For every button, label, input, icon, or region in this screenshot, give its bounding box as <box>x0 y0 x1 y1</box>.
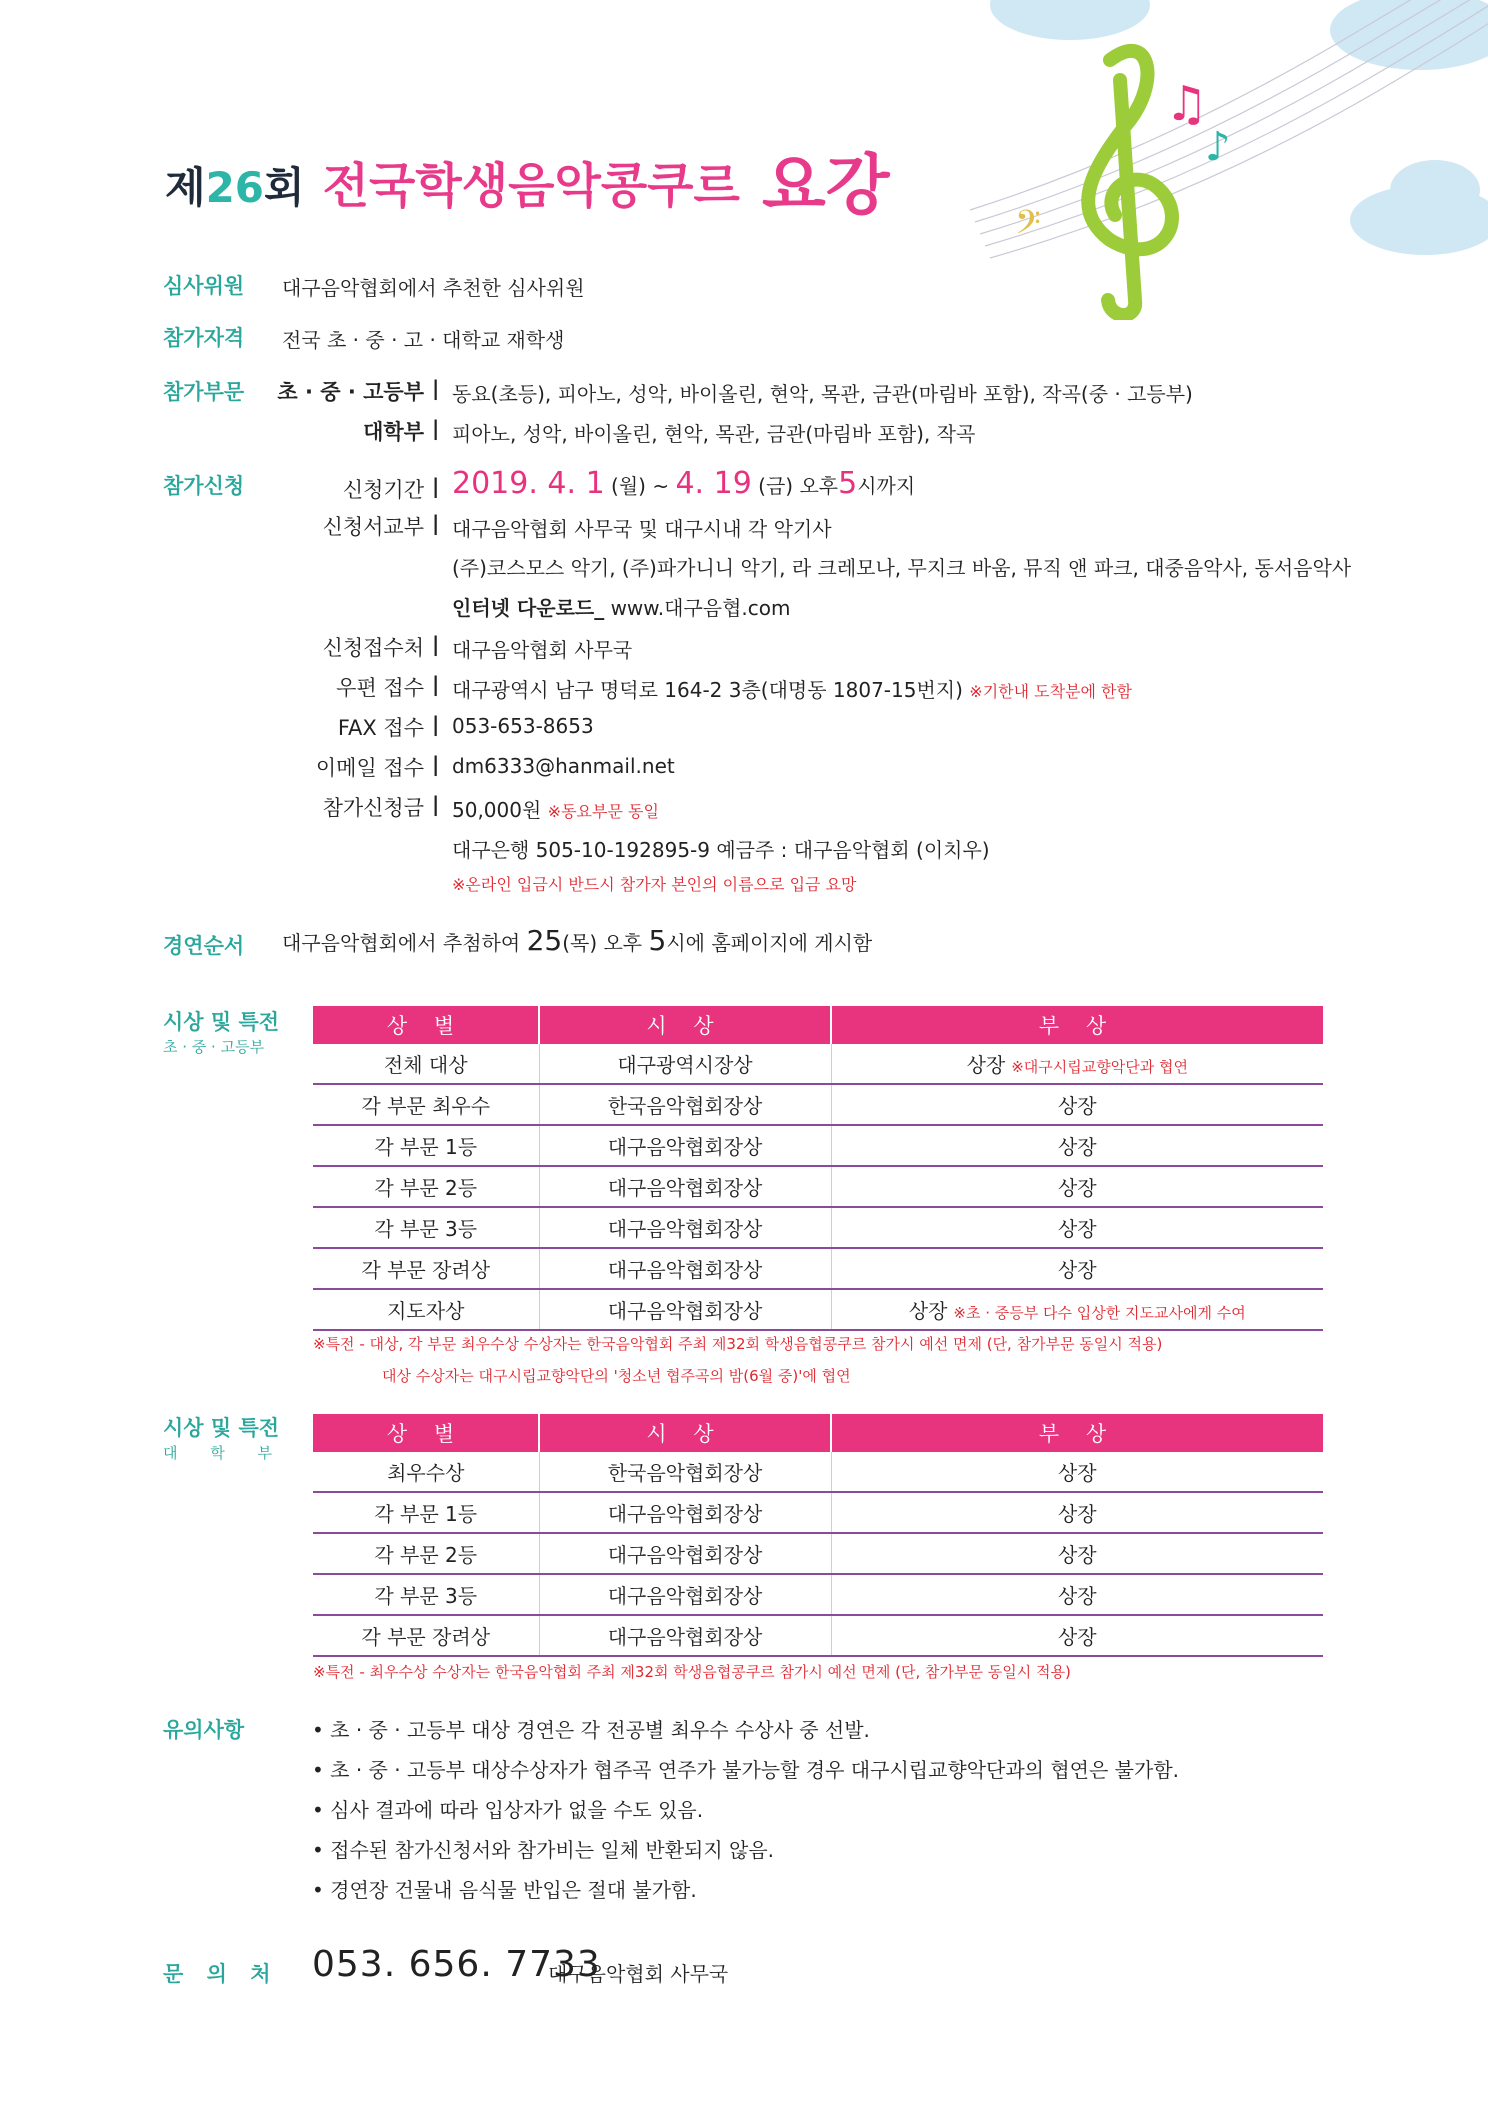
table-row <box>313 1492 1323 1533</box>
award-cell: 각 부문 장려상 <box>313 1248 539 1289</box>
prize-cell: 상장 <box>831 1084 1323 1125</box>
music-note-icon: ♫ <box>1165 76 1209 132</box>
music-staff-illustration <box>960 0 1488 320</box>
by-cell: 대구음악협회장상 <box>539 1248 831 1289</box>
prize-cell <box>831 1044 1323 1084</box>
mail-key: 우편 접수 <box>336 676 424 700</box>
table-row <box>313 1084 1323 1125</box>
divider: | <box>432 511 440 535</box>
prize-cell <box>831 1289 1323 1330</box>
judges-label: 심사위원 <box>163 274 245 298</box>
awards-school-label: 시상 및 특전 <box>163 1010 280 1034</box>
title-prefix: 제 <box>165 163 206 212</box>
award-cell: 각 부문 3등 <box>313 1207 539 1248</box>
table-row <box>313 1248 1323 1289</box>
awards-univ-label: 시상 및 특전 <box>163 1416 280 1440</box>
header-prize: 부 상 <box>831 1006 1323 1044</box>
header-award: 상 별 <box>313 1414 539 1452</box>
title-suffix: 회 <box>264 163 305 212</box>
table-row <box>313 1289 1323 1330</box>
by-cell: 대구음악협회장상 <box>539 1615 831 1656</box>
judges-text: 대구음악협회에서 추천한 심사위원 <box>282 276 585 300</box>
order-label: 경연순서 <box>163 934 245 958</box>
prize-cell: 상장 <box>831 1248 1323 1289</box>
divider: | <box>432 712 440 736</box>
divisions-univ-text: 피아노, 성악, 바이올린, 현악, 목관, 금관(마림바 포함), 작곡 <box>452 422 976 446</box>
award-cell: 지도자상 <box>313 1289 539 1330</box>
divider: | <box>432 792 440 816</box>
fax-key: FAX 접수 <box>337 716 424 740</box>
award-cell: 각 부문 3등 <box>313 1574 539 1615</box>
treble-clef-icon <box>1088 51 1172 315</box>
period-end-date: 4. 19 <box>675 466 752 501</box>
order-time-num: 5 <box>648 924 667 957</box>
divider: | <box>432 632 440 656</box>
download-line <box>452 592 791 621</box>
table-row <box>313 1533 1323 1574</box>
award-cell: 각 부문 장려상 <box>313 1615 539 1656</box>
divider: | <box>432 474 440 498</box>
award-cell: 각 부문 1등 <box>313 1492 539 1533</box>
table-row <box>313 1125 1323 1166</box>
award-cell: 각 부문 2등 <box>313 1533 539 1574</box>
eligibility-label: 참가자격 <box>163 326 245 350</box>
reception-text: 대구음악협회 사무국 <box>452 638 633 662</box>
form-text-shops: (주)코스모스 악기, (주)파가니니 악기, 라 크레모나, 무지크 바움, 뮤직 앤 파크, 대중음악사, 동서음악사 <box>452 556 1352 580</box>
period-time-suffix: 시까지 <box>857 474 916 498</box>
table-row <box>313 1207 1323 1248</box>
prize-text: 상장 <box>908 1299 948 1323</box>
prize-cell: 상장 <box>831 1452 1323 1492</box>
contact-label: 문 의 처 <box>163 1962 279 1986</box>
title-main: 전국학생음악콩쿠르 <box>322 158 740 214</box>
period-time-num: 5 <box>838 466 858 501</box>
table-row <box>313 1574 1323 1615</box>
order-text-2: (목) 오후 <box>562 931 643 955</box>
by-cell: 대구광역시장상 <box>539 1044 831 1084</box>
title-number: 26 <box>205 163 265 212</box>
period-start-date: 2019. 4. 1 <box>452 466 605 501</box>
list-item: • 심사 결과에 따라 입상자가 없을 수도 있음. <box>312 1798 704 1822</box>
table-row <box>313 1452 1323 1492</box>
page-title <box>165 132 889 227</box>
by-cell: 대구음악협회장상 <box>539 1166 831 1207</box>
prize-cell: 상장 <box>831 1492 1323 1533</box>
award-cell: 각 부문 2등 <box>313 1166 539 1207</box>
application-label: 참가신청 <box>163 474 245 498</box>
title-big: 요강 <box>761 147 890 224</box>
mail-address: 대구광역시 남구 명덕로 164-2 3층(대명동 1807-15번지) <box>452 678 963 702</box>
by-cell: 한국음악협회장상 <box>539 1084 831 1125</box>
list-item: • 경연장 건물내 음식물 반입은 절대 불가함. <box>312 1878 697 1902</box>
fee-key: 참가신청금 <box>322 796 424 820</box>
notes-label: 유의사항 <box>163 1718 245 1742</box>
email-text[interactable]: dm6333@hanmail.net <box>452 754 675 778</box>
divider: | <box>432 672 440 696</box>
contact-phone[interactable]: 053. 656. 7733 <box>312 1944 601 1985</box>
download-label: 인터넷 다운로드_ <box>452 596 605 620</box>
divider: | <box>432 376 440 400</box>
bank-note: ※온라인 입금시 반드시 참가자 본인의 이름으로 입금 요망 <box>452 875 857 894</box>
award-cell: 전체 대상 <box>313 1044 539 1084</box>
mail-note: ※기한내 도착분에 한함 <box>969 682 1132 701</box>
prize-cell: 상장 <box>831 1207 1323 1248</box>
form-key: 신청서교부 <box>322 515 424 539</box>
table-row <box>313 1044 1323 1084</box>
period-value <box>452 466 915 501</box>
contact-office: 대구음악협회 사무국 <box>548 1962 729 1986</box>
awards-school-sublabel: 초 · 중 · 고등부 <box>163 1038 265 1056</box>
form-text: 대구음악협회 사무국 및 대구시내 각 악기사 <box>452 517 832 541</box>
awards-univ-note-1: ※특전 - 최우수상 수상자는 한국음악협회 주최 제32회 학생음협콩쿠르 참가시 예선 면제 (단, 참가부문 동일시 적용) <box>313 1663 1071 1681</box>
period-end-day: (금) <box>758 474 794 498</box>
table-row <box>313 1166 1323 1207</box>
bank-text: 대구은행 505-10-192895-9 예금주 : 대구음악협회 (이치우) <box>452 838 990 862</box>
award-cell: 각 부문 1등 <box>313 1125 539 1166</box>
divisions-univ-key: 대학부 <box>363 420 424 444</box>
divisions-school-text: 동요(초등), 피아노, 성악, 바이올린, 현악, 목관, 금관(마림바 포함), 작곡(중 · 고등부) <box>452 382 1193 406</box>
divisions-school-key: 초 · 중 · 고등부 <box>277 380 424 404</box>
header-award: 상 별 <box>313 1006 539 1044</box>
award-cell: 최우수상 <box>313 1452 539 1492</box>
prize-note: ※대구시립교향악단과 협연 <box>1011 1058 1188 1076</box>
award-cell: 각 부문 최우수 <box>313 1084 539 1125</box>
mail-line <box>452 674 1132 703</box>
list-item: • 접수된 참가신청서와 참가비는 일체 반환되지 않음. <box>312 1838 775 1862</box>
divider: | <box>432 416 440 440</box>
fee-note: ※동요부문 동일 <box>547 802 659 821</box>
list-item: • 초 · 중 · 고등부 대상 경연은 각 전공별 최우수 수상사 중 선발. <box>312 1718 870 1742</box>
email-key: 이메일 접수 <box>315 756 424 780</box>
fee-line <box>452 794 659 823</box>
bass-clef-icon: 𝄢 <box>1015 204 1041 250</box>
order-text <box>282 924 872 957</box>
prize-cell: 상장 <box>831 1615 1323 1656</box>
prize-cell: 상장 <box>831 1574 1323 1615</box>
prize-text: 상장 <box>966 1053 1006 1077</box>
order-text-1: 대구음악협회에서 추첨하여 <box>282 931 521 955</box>
fee-amount: 50,000원 <box>452 798 542 822</box>
by-cell: 대구음악협회장상 <box>539 1574 831 1615</box>
divider: | <box>432 752 440 776</box>
fax-text: 053-653-8653 <box>452 714 594 738</box>
order-text-3: 시에 홈페이지에 게시함 <box>666 931 873 955</box>
by-cell: 대구음악협회장상 <box>539 1125 831 1166</box>
prize-cell: 상장 <box>831 1125 1323 1166</box>
period-start-day: (월) <box>611 474 646 498</box>
awards-school-note-2: 대상 수상자는 대구시립교향악단의 '청소년 협주곡의 밤(6월 중)'에 협연 <box>382 1367 851 1385</box>
prize-cell: 상장 <box>831 1166 1323 1207</box>
by-cell: 대구음악협회장상 <box>539 1492 831 1533</box>
music-note-icon: ♪ <box>1205 124 1231 170</box>
awards-school-note-1: ※특전 - 대상, 각 부문 최우수상 수상자는 한국음악협회 주최 제32회 학생음협콩쿠르 참가시 예선 면제 (단, 참가부문 동일시 적용) <box>313 1335 1163 1353</box>
by-cell: 대구음악협회장상 <box>539 1289 831 1330</box>
prize-note: ※초 · 중등부 다수 입상한 지도교사에게 수여 <box>953 1304 1246 1322</box>
header-by: 시 상 <box>539 1414 831 1452</box>
download-link[interactable]: www.대구음협.com <box>610 596 791 620</box>
header-by: 시 상 <box>539 1006 831 1044</box>
awards-school-table <box>313 1006 1323 1331</box>
by-cell: 대구음악협회장상 <box>539 1533 831 1574</box>
order-date-num: 25 <box>526 924 563 957</box>
eligibility-text: 전국 초 · 중 · 고 · 대학교 재학생 <box>282 328 565 352</box>
awards-univ-sublabel: 대 학 부 <box>163 1444 287 1462</box>
awards-univ-table <box>313 1414 1323 1657</box>
list-item: • 초 · 중 · 고등부 대상수상자가 협주곡 연주가 불가능할 경우 대구시립교향악단과의 협연은 불가함. <box>312 1758 1179 1782</box>
reception-key: 신청접수처 <box>322 636 424 660</box>
divisions-label: 참가부문 <box>163 380 245 404</box>
period-key: 신청기간 <box>342 478 424 502</box>
by-cell: 한국음악협회장상 <box>539 1452 831 1492</box>
table-row <box>313 1615 1323 1656</box>
prize-cell: 상장 <box>831 1533 1323 1574</box>
period-tilde: ~ <box>652 474 670 498</box>
header-prize: 부 상 <box>831 1414 1323 1452</box>
period-time-prefix: 오후 <box>799 474 839 498</box>
by-cell: 대구음악협회장상 <box>539 1207 831 1248</box>
